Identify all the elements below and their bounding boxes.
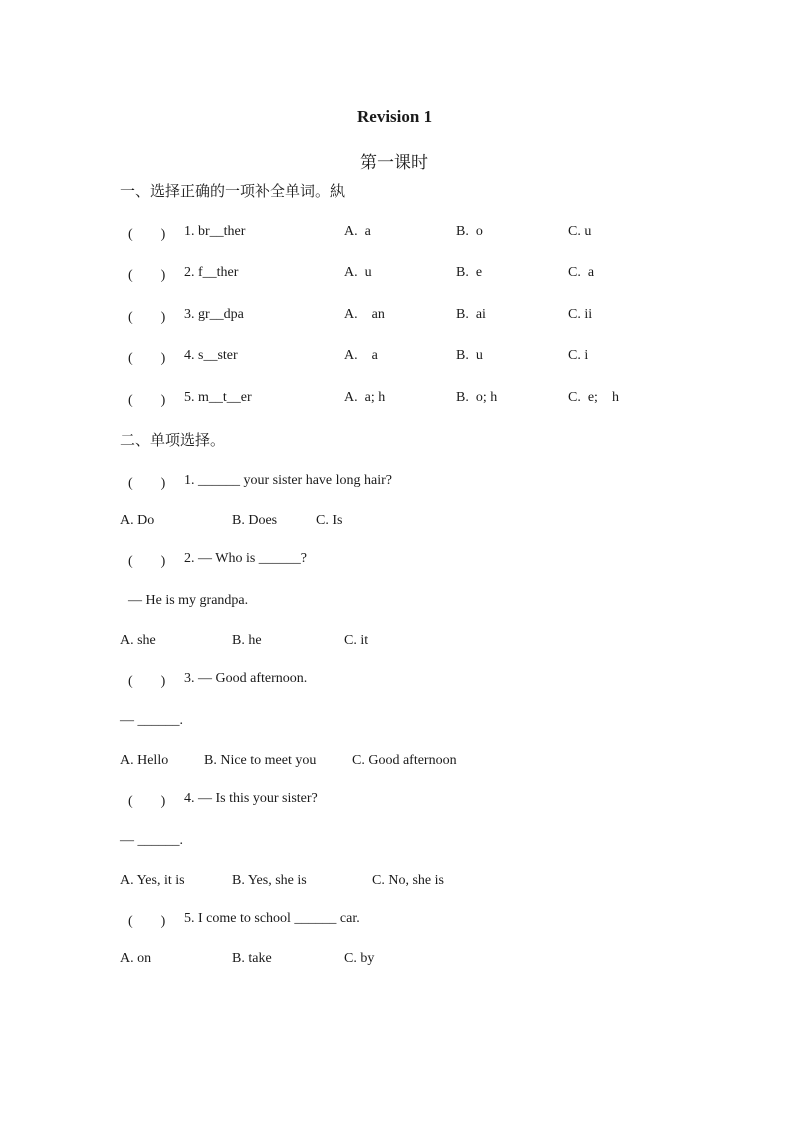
option-a: A. Do: [120, 513, 155, 528]
answer-paren[interactable]: ( ): [128, 554, 166, 569]
answer-paren[interactable]: ( ): [128, 393, 166, 408]
option-a: A. on: [120, 951, 152, 966]
answer-paren[interactable]: ( ): [128, 268, 166, 283]
question-stem: 2. — Who is ______?: [184, 551, 308, 566]
dialogue-answer: — ______.: [120, 833, 183, 848]
section-2-heading: 二、单项选择。: [120, 433, 226, 449]
option-b: B. take: [232, 951, 272, 966]
answer-paren[interactable]: ( ): [128, 476, 166, 491]
option-a: A. a: [344, 224, 371, 239]
question-stem: 2. f__ther: [184, 265, 239, 280]
option-b: B. u: [456, 348, 483, 363]
answer-paren[interactable]: ( ): [128, 674, 166, 689]
option-b: B. o: [456, 224, 483, 239]
option-c: C. No, she is: [372, 873, 444, 888]
option-b: B. ai: [456, 307, 486, 322]
option-b: B. Yes, she is: [232, 873, 307, 888]
question-stem: 3. gr__dpa: [184, 307, 244, 322]
option-c: C. ii: [568, 307, 593, 322]
option-c: C. u: [568, 224, 592, 239]
answer-paren[interactable]: ( ): [128, 794, 166, 809]
option-b: B. e: [456, 265, 483, 280]
option-c: C. e; h: [568, 390, 619, 405]
option-b: B. o; h: [456, 390, 498, 405]
option-c: C. i: [568, 348, 589, 363]
option-b: B. Does: [232, 513, 278, 528]
option-c: C. by: [344, 951, 375, 966]
answer-paren[interactable]: ( ): [128, 310, 166, 325]
option-c: C. Good afternoon: [352, 753, 457, 768]
question-stem: 4. s__ster: [184, 348, 238, 363]
option-b: B. Nice to meet you: [204, 753, 317, 768]
section-1-heading-suffix: 紈: [330, 184, 346, 200]
option-c: C. it: [344, 633, 369, 648]
dialogue-answer: — ______.: [120, 713, 183, 728]
page-subtitle: 第一课时: [360, 153, 428, 172]
option-a: A. a; h: [344, 390, 386, 405]
question-stem: 3. — Good afternoon.: [184, 671, 308, 686]
option-c: C. Is: [316, 513, 343, 528]
option-a: A. u: [344, 265, 372, 280]
option-b: B. he: [232, 633, 262, 648]
question-stem: 1. br__ther: [184, 224, 246, 239]
question-stem: 5. m__t__er: [184, 390, 252, 405]
option-a: A. Yes, it is: [120, 873, 185, 888]
answer-paren[interactable]: ( ): [128, 914, 166, 929]
option-a: A. she: [120, 633, 156, 648]
answer-paren[interactable]: ( ): [128, 351, 166, 366]
page-title: Revision 1: [357, 107, 433, 126]
option-c: C. a: [568, 265, 595, 280]
option-a: A. an: [344, 307, 385, 322]
option-a: A. Hello: [120, 753, 169, 768]
answer-paren[interactable]: ( ): [128, 227, 166, 242]
question-stem: 5. I come to school ______ car.: [184, 911, 360, 926]
question-stem: 4. — Is this your sister?: [184, 791, 318, 806]
question-stem: 1. ______ your sister have long hair?: [184, 473, 393, 488]
option-a: A. a: [344, 348, 378, 363]
dialogue-answer: — He is my grandpa.: [128, 593, 249, 608]
section-1-heading: [120, 180, 345, 201]
section-1-heading-text: 一、选择正确的一项补全单词。: [120, 184, 331, 200]
